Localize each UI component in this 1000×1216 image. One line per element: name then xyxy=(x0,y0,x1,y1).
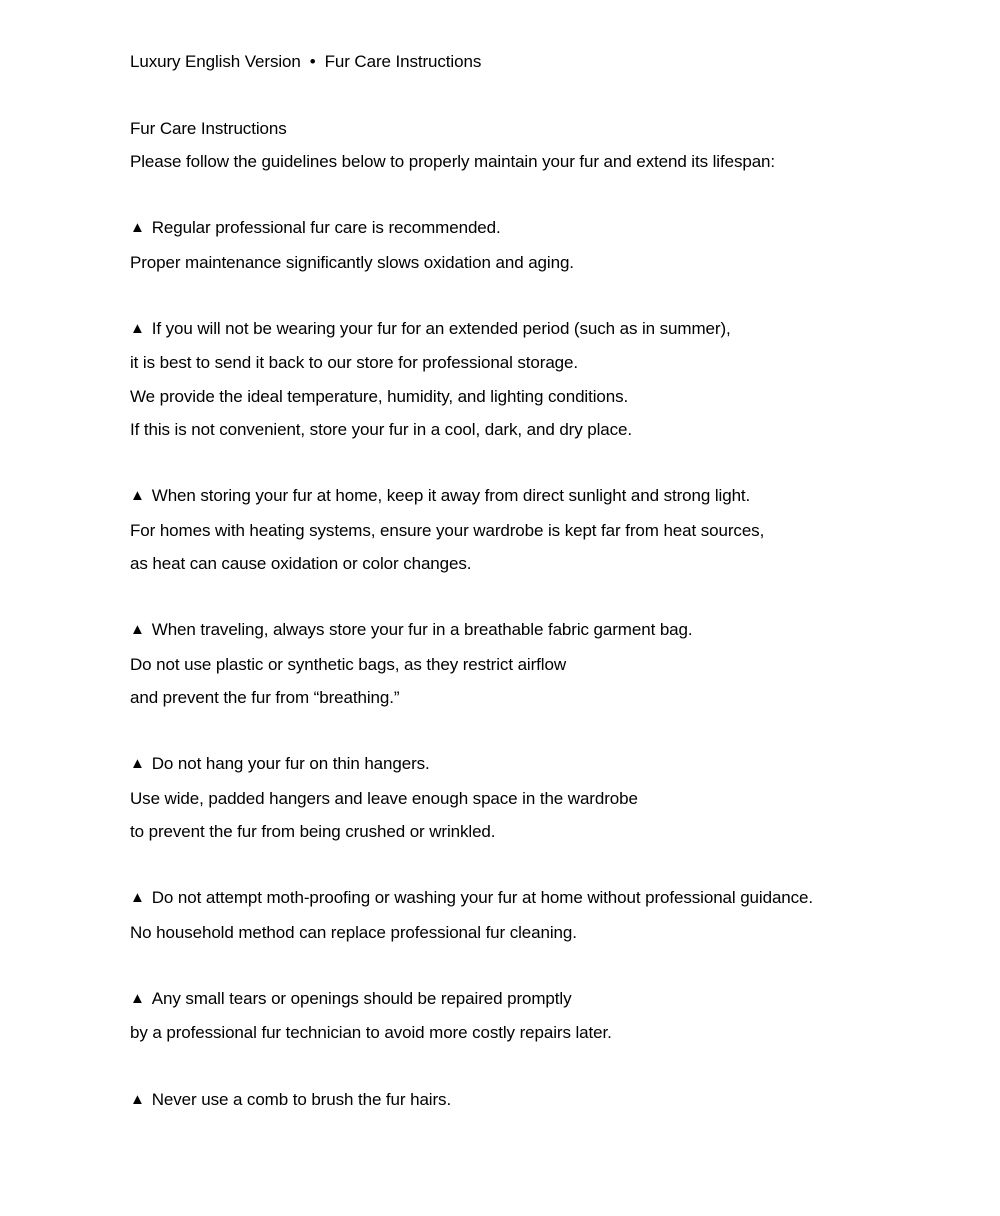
instruction-text: Never use a comb to brush the fur hairs. xyxy=(151,1089,452,1109)
triangle-bullet-icon: ▲ xyxy=(130,1090,145,1108)
instruction-text: Proper maintenance significantly slows oxidation and aging. xyxy=(130,252,574,272)
instruction-line xyxy=(130,312,960,346)
instruction-text: and prevent the fur from “breathing.” xyxy=(130,687,400,707)
instruction-text: Regular professional fur care is recommended. xyxy=(151,218,501,238)
instruction-text: Do not hang your fur on thin hangers. xyxy=(151,754,430,774)
instruction-text: For homes with heating systems, ensure your wardrobe is kept far from heat sources, xyxy=(130,520,765,540)
instruction-section xyxy=(130,1083,960,1117)
instruction-text: No household method can replace professional fur cleaning. xyxy=(130,922,577,942)
instruction-section xyxy=(130,312,960,446)
header-label-right: Fur Care Instructions xyxy=(324,52,482,71)
instruction-text: Use wide, padded hangers and leave enough space in the wardrobe xyxy=(130,788,638,808)
instruction-section xyxy=(130,881,960,949)
bullet-separator-icon: • xyxy=(309,52,316,71)
instruction-line xyxy=(130,747,960,781)
instruction-line xyxy=(130,881,960,915)
instruction-text: as heat can cause oxidation or color changes. xyxy=(130,553,472,573)
instruction-section xyxy=(130,982,960,1050)
instruction-text: by a professional fur technician to avoid more costly repairs later. xyxy=(130,1023,612,1043)
triangle-bullet-icon: ▲ xyxy=(130,755,145,773)
triangle-bullet-icon: ▲ xyxy=(130,320,145,337)
instruction-section xyxy=(130,613,960,714)
instruction-text: If you will not be wearing your fur for an extended period (such as in summer), xyxy=(151,319,731,338)
instruction-line xyxy=(130,211,960,245)
triangle-bullet-icon: ▲ xyxy=(130,621,145,639)
instruction-section xyxy=(130,211,960,279)
instruction-section xyxy=(130,747,960,848)
instruction-line xyxy=(130,479,960,513)
instruction-text: to prevent the fur from being crushed or wrinkled. xyxy=(130,821,496,841)
document-header xyxy=(130,45,960,78)
instruction-text: When storing your fur at home, keep it away from direct sunlight and strong light. xyxy=(151,486,751,506)
instruction-section xyxy=(130,479,960,580)
instruction-text: it is best to send it back to our store for professional storage. xyxy=(130,353,579,373)
instruction-text: When traveling, always store your fur in a breathable fabric garment bag. xyxy=(151,620,693,640)
header-label-left: Luxury English Version xyxy=(130,52,301,71)
triangle-bullet-icon: ▲ xyxy=(130,889,145,907)
instruction-line xyxy=(130,613,960,647)
instruction-text: We provide the ideal temperature, humidity, and lighting conditions. xyxy=(130,386,629,406)
instruction-line xyxy=(130,1083,960,1117)
triangle-bullet-icon: ▲ xyxy=(130,219,145,237)
instruction-line xyxy=(130,982,960,1016)
intro-text: Please follow the guidelines below to properly maintain your fur and extend its lifespan: xyxy=(130,151,776,171)
page-title: Fur Care Instructions xyxy=(130,118,287,138)
instruction-text: Do not attempt moth-proofing or washing your fur at home without professional guidance. xyxy=(151,888,814,908)
triangle-bullet-icon: ▲ xyxy=(130,487,145,505)
triangle-bullet-icon: ▲ xyxy=(130,990,145,1007)
instruction-text: Any small tears or openings should be repaired promptly xyxy=(151,989,572,1008)
instruction-text: Do not use plastic or synthetic bags, as they restrict airflow xyxy=(130,654,566,674)
instruction-text: If this is not convenient, store your fur in a cool, dark, and dry place. xyxy=(130,419,633,439)
intro-block xyxy=(130,112,960,179)
